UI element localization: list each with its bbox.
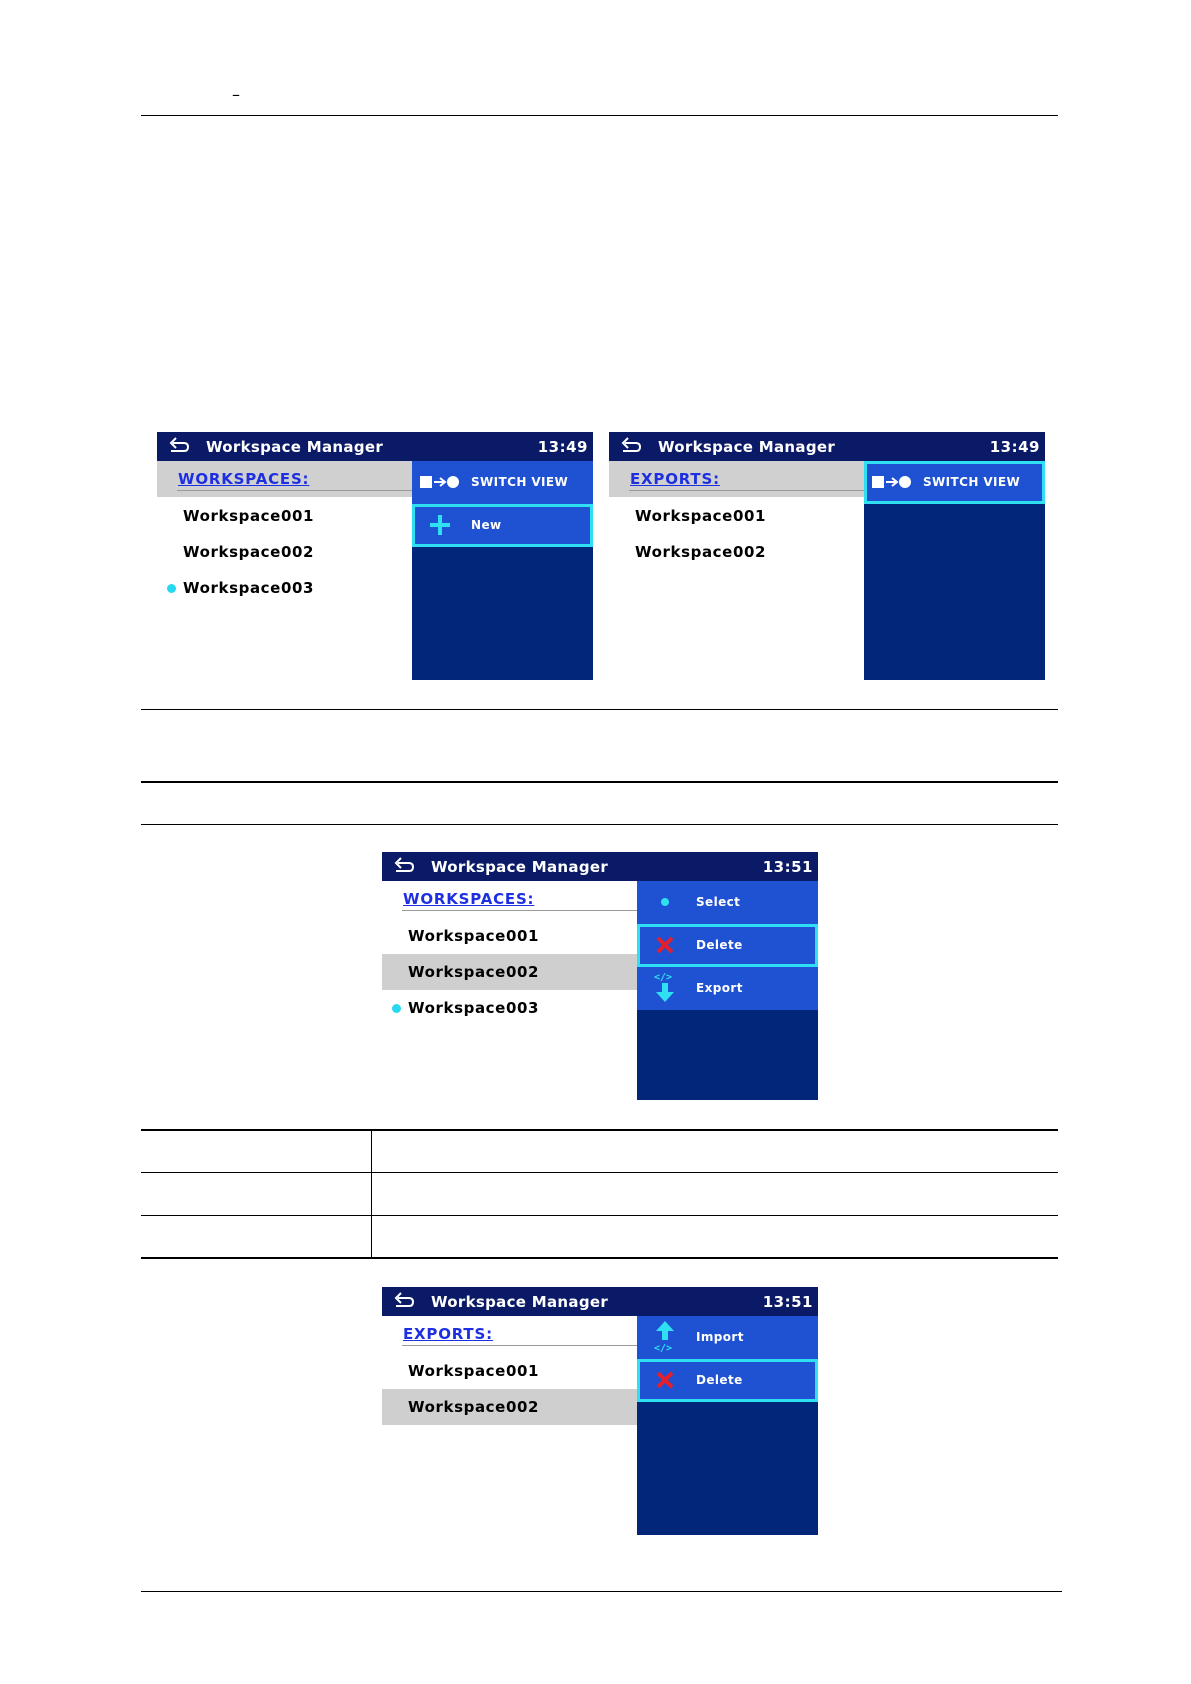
clock: 13:49 <box>989 438 1040 456</box>
list-header-rule <box>402 910 637 911</box>
back-icon[interactable] <box>619 434 643 458</box>
list-item[interactable] <box>382 1353 637 1389</box>
title-bar <box>382 1287 818 1316</box>
list-item[interactable] <box>157 534 412 570</box>
title-bar <box>157 432 593 461</box>
menu-item-label: SWITCH VIEW <box>471 475 569 489</box>
table-column-rule <box>371 1130 372 1258</box>
menu-item-label: SWITCH VIEW <box>923 475 1021 489</box>
back-icon[interactable] <box>392 1289 416 1313</box>
list-header <box>609 461 864 497</box>
table-rule <box>141 1257 1058 1259</box>
header-mark: – <box>232 85 240 104</box>
list-header-rule <box>629 490 864 491</box>
table-rule <box>141 1215 1058 1216</box>
list-header <box>382 1316 637 1352</box>
footer-rule <box>141 1591 1062 1592</box>
select-button[interactable] <box>637 881 818 924</box>
list-item-label: Workspace001 <box>635 507 767 525</box>
clock: 13:51 <box>762 858 813 876</box>
list-item-selected[interactable] <box>382 954 637 990</box>
list-item-label: Workspace002 <box>183 543 315 561</box>
list-header-rule <box>177 490 412 491</box>
list-item[interactable] <box>609 534 864 570</box>
screen-workspaces-switch <box>157 432 593 680</box>
list-header-rule <box>402 1345 637 1346</box>
export-icon <box>651 971 679 1005</box>
list-item-label: Workspace002 <box>408 963 540 981</box>
list-header-label: WORKSPACES: <box>178 470 310 488</box>
plus-icon <box>426 511 454 539</box>
list-item-label: Workspace003 <box>183 579 315 597</box>
delete-button[interactable] <box>637 1359 818 1402</box>
list-header <box>157 461 412 497</box>
title-bar <box>609 432 1045 461</box>
screen-export-options <box>382 1287 818 1535</box>
menu-item-label: Delete <box>696 1373 743 1387</box>
list-item-label: Workspace001 <box>408 1362 540 1380</box>
side-menu <box>412 461 593 680</box>
switch-view-button[interactable] <box>864 461 1045 504</box>
delete-button[interactable] <box>637 924 818 967</box>
list-item[interactable] <box>382 918 637 954</box>
menu-item-label: Delete <box>696 938 743 952</box>
list-item-label: Workspace001 <box>408 927 540 945</box>
title: Workspace Manager <box>431 1293 609 1311</box>
screen-exports-switch <box>609 432 1045 680</box>
screen-workspace-options <box>382 852 818 1100</box>
back-icon[interactable] <box>167 434 191 458</box>
list-header-label: EXPORTS: <box>630 470 720 488</box>
list-item-selected[interactable] <box>382 1389 637 1425</box>
clock: 13:51 <box>762 1293 813 1311</box>
dot-icon <box>651 888 679 916</box>
table-rule <box>141 824 1058 825</box>
header-rule <box>141 115 1058 116</box>
list-item[interactable] <box>609 498 864 534</box>
title: Workspace Manager <box>431 858 609 876</box>
title-bar <box>382 852 818 881</box>
delete-x-icon <box>651 931 679 959</box>
menu-item-label: Select <box>696 895 741 909</box>
list-header-label: WORKSPACES: <box>403 890 535 908</box>
table-rule <box>141 709 1058 710</box>
active-dot-icon <box>392 1004 401 1013</box>
menu-item-label: New <box>471 518 502 532</box>
export-button[interactable] <box>637 967 818 1010</box>
list-item[interactable] <box>157 570 412 606</box>
title: Workspace Manager <box>206 438 384 456</box>
list-item-label: Workspace001 <box>183 507 315 525</box>
back-icon[interactable] <box>392 854 416 878</box>
list-item[interactable] <box>382 990 637 1026</box>
list-item[interactable] <box>157 498 412 534</box>
table-rule <box>141 1129 1058 1131</box>
table-rule <box>141 781 1058 783</box>
list-item-label: Workspace002 <box>408 1398 540 1416</box>
table-rule <box>141 1172 1058 1173</box>
list-header-label: EXPORTS: <box>403 1325 493 1343</box>
switch-view-button[interactable] <box>412 461 593 504</box>
switch-view-icon <box>870 468 918 496</box>
list-item-label: Workspace003 <box>408 999 540 1017</box>
menu-item-label: Export <box>696 981 743 995</box>
import-button[interactable] <box>637 1316 818 1359</box>
switch-view-icon <box>418 468 466 496</box>
side-menu <box>637 1316 818 1535</box>
delete-x-icon <box>651 1366 679 1394</box>
side-menu <box>637 881 818 1100</box>
svg-text:</>: </> <box>654 1343 673 1354</box>
clock: 13:49 <box>537 438 588 456</box>
list-header <box>382 881 637 917</box>
new-button[interactable] <box>412 504 593 547</box>
import-icon <box>651 1320 679 1354</box>
list-item-label: Workspace002 <box>635 543 767 561</box>
title: Workspace Manager <box>658 438 836 456</box>
side-menu <box>864 461 1045 680</box>
menu-item-label: Import <box>696 1330 744 1344</box>
svg-text:</>: </> <box>654 972 673 983</box>
active-dot-icon <box>167 584 176 593</box>
